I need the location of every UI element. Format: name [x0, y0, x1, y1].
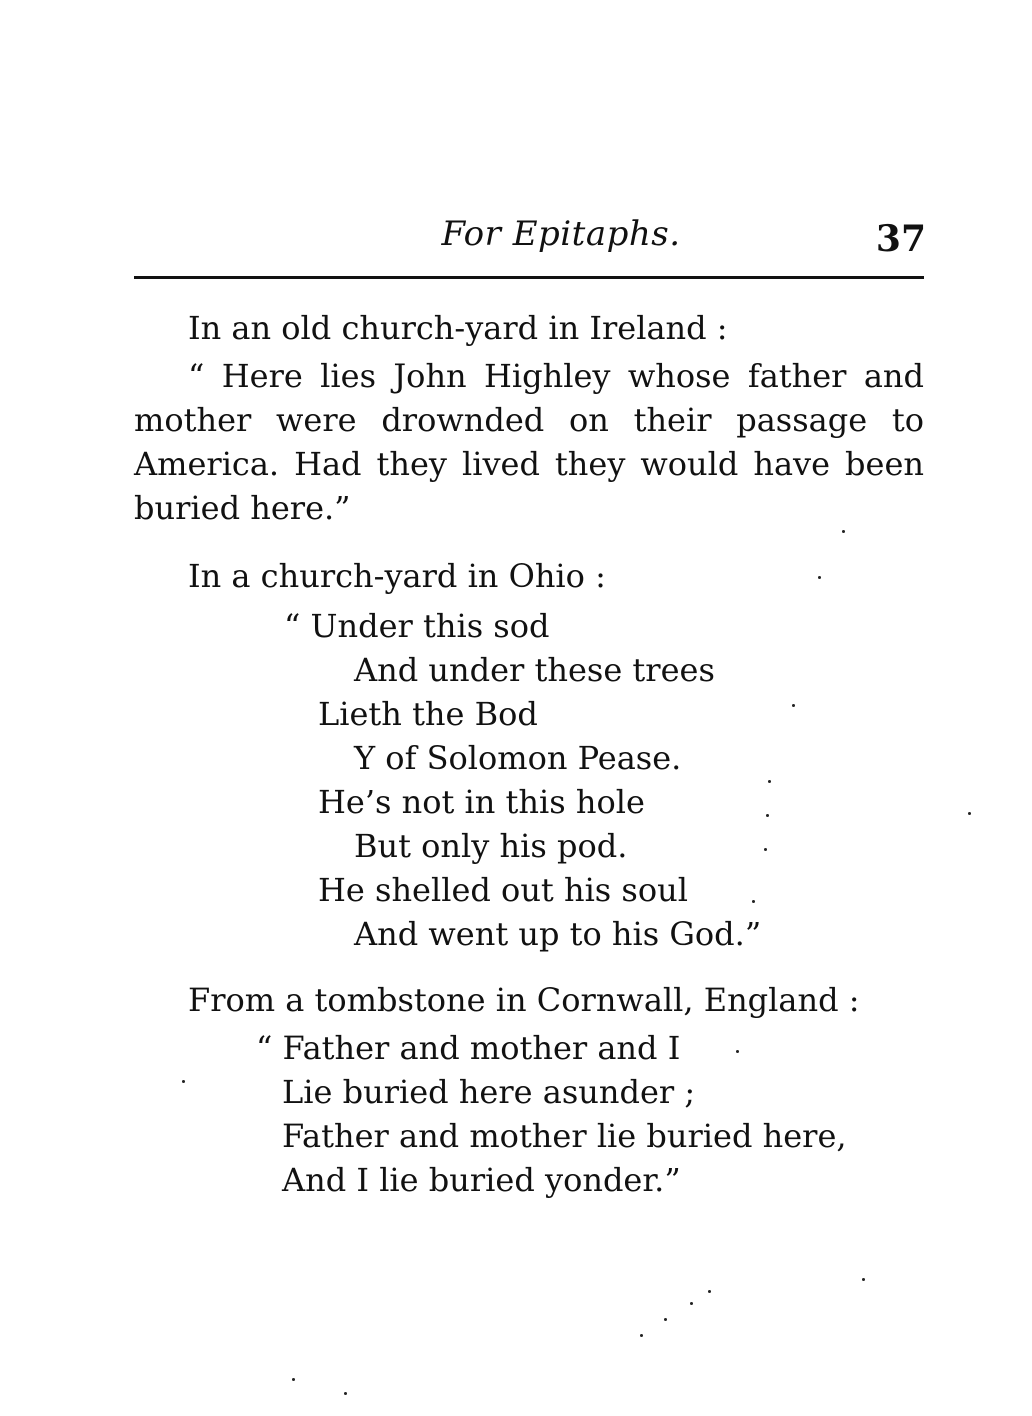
page-number: 37 — [875, 218, 926, 260]
scan-speck — [792, 704, 795, 707]
scan-speck — [764, 848, 767, 851]
verse-line: He shelled out his soul — [318, 871, 688, 909]
scan-speck — [862, 1278, 865, 1281]
scan-speck — [736, 1050, 739, 1053]
scan-speck — [968, 812, 971, 815]
running-head — [136, 214, 926, 264]
scan-speck — [640, 1334, 643, 1337]
verse-line: And I lie buried yonder.” — [282, 1161, 681, 1199]
verse-line: Father and mother lie buried here, — [282, 1117, 847, 1155]
verse-line: Lie buried here asunder ; — [282, 1073, 696, 1111]
scan-speck — [708, 1290, 711, 1293]
verse-line: And under these trees — [354, 651, 715, 689]
scan-speck — [842, 530, 845, 533]
scan-speck — [752, 900, 755, 903]
scan-speck — [292, 1378, 295, 1381]
verse-line: And went up to his God.” — [354, 915, 762, 953]
ireland-epitaph: “ Here lies John Highley whose father and mother were drownded on their passage to America. Had they lived they would have been buried here.” — [134, 357, 924, 527]
scan-speck — [664, 1318, 667, 1321]
cornwall-epitaph — [134, 1026, 924, 1202]
ireland-lead: In an old church-yard in Ireland : — [188, 309, 728, 347]
verse-line: But only his pod. — [354, 827, 628, 865]
scan-speck — [768, 780, 771, 783]
scan-speck — [818, 576, 821, 579]
scan-speck — [766, 814, 769, 817]
scan-speck — [182, 1080, 185, 1083]
cornwall-lead: From a tombstone in Cornwall, England : — [188, 981, 860, 1019]
scan-speck — [344, 1392, 347, 1395]
running-title: For Epitaphs. — [441, 214, 681, 254]
text-block — [134, 306, 924, 1202]
verse-line: Y of Solomon Pease. — [354, 739, 682, 777]
header-rule — [134, 276, 924, 279]
ohio-epitaph — [134, 604, 924, 956]
verse-line: “ Under this sod — [284, 607, 550, 645]
verse-line: He’s not in this hole — [318, 783, 645, 821]
scan-speck — [690, 1302, 693, 1305]
ohio-lead: In a church-yard in Ohio : — [188, 557, 606, 595]
verse-line: “ Father and mother and I — [256, 1029, 681, 1067]
verse-line: Lieth the Bod — [318, 695, 538, 733]
